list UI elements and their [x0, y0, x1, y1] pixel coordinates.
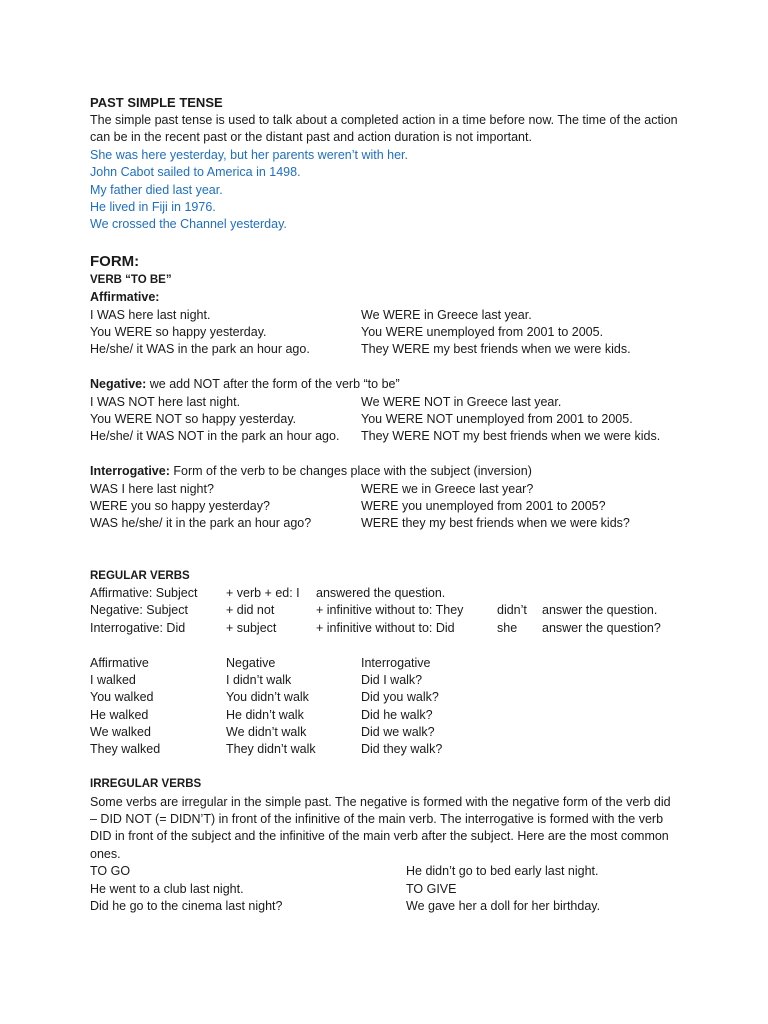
example-left: WERE you so happy yesterday? [90, 498, 270, 513]
conjugation-cell: Did I walk? [361, 672, 423, 687]
negative-label: Negative: [90, 377, 147, 392]
example-left: He/she/ it WAS in the park an hour ago. [90, 342, 310, 357]
rule-cell: didn’t [497, 603, 527, 618]
example-left: He/she/ it WAS NOT in the park an hour ago. [90, 429, 340, 444]
irregular-verbs-heading: IRREGULAR VERBS [90, 778, 202, 791]
conjugation-row [90, 707, 680, 724]
negative-description: we add NOT after the form of the verb “to be” [146, 377, 400, 392]
conjugation-cell: He didn’t walk [226, 707, 304, 722]
rule-cell: Interrogative: Did [90, 620, 186, 635]
conjugation-cell: They didn’t walk [226, 742, 316, 757]
rule-cell: answer the question. [542, 603, 658, 618]
example-left: WAS I here last night? [90, 481, 214, 496]
conjugation-row [90, 724, 680, 741]
example-right: You WERE NOT unemployed from 2001 to 2005. [361, 412, 633, 427]
irregular-cell: He didn’t go to bed early last night. [406, 864, 599, 879]
example-left: You WERE NOT so happy yesterday. [90, 412, 297, 427]
document-page [90, 92, 680, 915]
irregular-cell: TO GO [90, 864, 131, 879]
conjugation-cell: You walked [90, 690, 154, 705]
example-sentence: He lived in Fiji in 1976. [90, 200, 216, 215]
example-sentence: John Cabot sailed to America in 1498. [90, 165, 301, 180]
example-right: WERE you unemployed from 2001 to 2005? [361, 498, 606, 513]
column-header: Interrogative [361, 655, 431, 670]
interrogative-row [90, 481, 680, 498]
conjugation-header-row [90, 655, 680, 672]
irregular-cell: TO GIVE [406, 881, 457, 896]
rule-cell: Negative: Subject [90, 603, 188, 618]
regular-verbs-heading: REGULAR VERBS [90, 569, 190, 582]
irregular-row [90, 898, 680, 915]
negative-row [90, 394, 680, 411]
rule-cell: + infinitive without to: Did [316, 620, 455, 635]
rule-row [90, 620, 680, 637]
interrogative-row [90, 498, 680, 515]
interrogative-row [90, 515, 680, 532]
irregular-paragraph: Some verbs are irregular in the simple past. The negative is formed with the negative form of the verb did – DID NOT (= DIDN’T) in front of the infinitive of the main verb. The interrogative is formed with the verb DID in front of the subject and the infinitive of the main verb after the subject. Here are the most common ones. [90, 794, 671, 861]
example-sentence: My father died last year. [90, 182, 223, 197]
example-left: I WAS NOT here last night. [90, 394, 241, 409]
negative-row [90, 411, 680, 428]
example-right: They WERE my best friends when we were kids. [361, 342, 631, 357]
affirmative-row [90, 341, 680, 358]
example-right: WERE we in Greece last year? [361, 481, 534, 496]
irregular-row [90, 881, 680, 898]
negative-row [90, 428, 680, 445]
conjugation-row [90, 689, 680, 706]
rule-cell: she [497, 620, 518, 635]
conjugation-cell: We didn’t walk [226, 725, 307, 740]
rule-cell: answered the question. [316, 585, 446, 600]
rule-cell: answer the question? [542, 620, 661, 635]
example-left: You WERE so happy yesterday. [90, 325, 267, 340]
rule-cell: + verb + ed: I [226, 585, 300, 600]
example-left: WAS he/she/ it in the park an hour ago? [90, 516, 312, 531]
conjugation-cell: Did you walk? [361, 690, 439, 705]
example-right: WERE they my best friends when we were kids? [361, 516, 630, 531]
rule-cell: + infinitive without to: They [316, 603, 464, 618]
conjugation-row [90, 741, 680, 758]
example-right: They WERE NOT my best friends when we were kids. [361, 429, 661, 444]
negative-line [90, 376, 680, 393]
rule-cell: Affirmative: Subject [90, 585, 198, 600]
conjugation-cell: I walked [90, 672, 136, 687]
rule-row [90, 585, 680, 602]
conjugation-cell: Did we walk? [361, 725, 435, 740]
conjugation-cell: He walked [90, 707, 149, 722]
example-sentence: She was here yesterday, but her parents weren’t with her. [90, 147, 408, 162]
conjugation-cell: They walked [90, 742, 161, 757]
affirmative-row [90, 324, 680, 341]
conjugation-cell: Did they walk? [361, 742, 443, 757]
to-be-heading: VERB “TO BE” [90, 273, 172, 286]
irregular-cell: He went to a club last night. [90, 881, 244, 896]
affirmative-row [90, 307, 680, 324]
page-title: PAST SIMPLE TENSE [90, 95, 223, 110]
intro-paragraph: The simple past tense is used to talk about a completed action in a time before now. The time of the action can be in the recent past or the distant past and action duration is not important. [90, 113, 678, 145]
rule-cell: + did not [226, 603, 275, 618]
irregular-row [90, 863, 680, 880]
irregular-cell: We gave her a doll for her birthday. [406, 899, 601, 914]
rule-row [90, 602, 680, 619]
interrogative-description: Form of the verb to be changes place with the subject (inversion) [169, 464, 532, 479]
example-right: We WERE in Greece last year. [361, 307, 532, 322]
conjugation-row [90, 672, 680, 689]
conjugation-cell: We walked [90, 725, 151, 740]
conjugation-cell: You didn’t walk [226, 690, 309, 705]
conjugation-cell: Did he walk? [361, 707, 433, 722]
example-right: We WERE NOT in Greece last year. [361, 394, 562, 409]
interrogative-label: Interrogative: [90, 464, 170, 479]
interrogative-line [90, 463, 680, 480]
rule-cell: + subject [226, 620, 277, 635]
form-heading: FORM: [90, 252, 140, 270]
irregular-cell: Did he go to the cinema last night? [90, 899, 283, 914]
column-header: Negative [226, 655, 276, 670]
column-header: Affirmative [90, 655, 149, 670]
affirmative-label: Affirmative: [90, 290, 160, 305]
conjugation-cell: I didn’t walk [226, 672, 292, 687]
example-left: I WAS here last night. [90, 307, 211, 322]
example-sentence: We crossed the Channel yesterday. [90, 217, 287, 232]
example-right: You WERE unemployed from 2001 to 2005. [361, 325, 604, 340]
